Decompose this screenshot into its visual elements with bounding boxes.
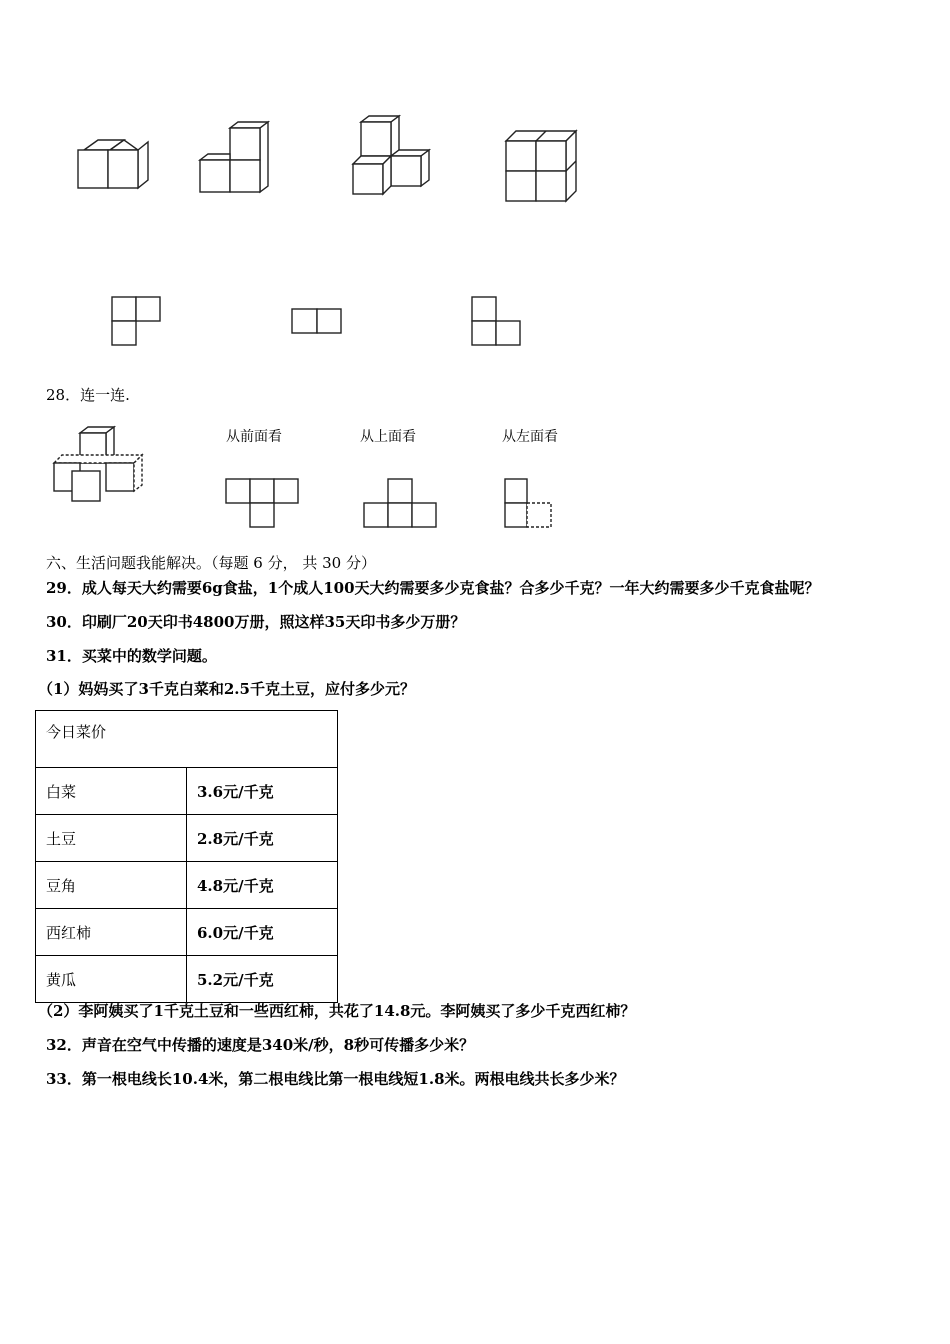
view-label-front: 从前面看 bbox=[226, 429, 282, 445]
cube-figure-4 bbox=[498, 125, 588, 210]
top-view-shape bbox=[361, 476, 441, 531]
left-view-shape bbox=[502, 476, 557, 531]
table-row bbox=[36, 768, 338, 815]
vegetable-price: 2.8元/千克 bbox=[187, 815, 338, 862]
section-6-heading: 六、生活问题我能解决。（每题 6 分， 共 30 分） bbox=[46, 554, 376, 572]
question-30: 30．印刷厂20天印书4800万册，照这样35天印书多少万册？ bbox=[46, 613, 466, 631]
question-31-title: 31．买菜中的数学问题。 bbox=[46, 647, 217, 665]
vegetable-price: 3.6元/千克 bbox=[187, 768, 338, 815]
table-row bbox=[36, 956, 338, 1003]
table-row bbox=[36, 815, 338, 862]
cube-figure-1 bbox=[70, 130, 160, 200]
vegetable-price: 4.8元/千克 bbox=[187, 862, 338, 909]
question-29: 29．成人每天大约需要6g食盐，1个成人100天大约需要多少克食盐？合多少千克？一年大约需要多少千克食盐呢？ bbox=[46, 579, 820, 597]
view-shape-2 bbox=[290, 307, 345, 337]
vegetable-name: 黄瓜 bbox=[36, 956, 187, 1003]
price-table bbox=[35, 710, 338, 1003]
view-label-left: 从左面看 bbox=[502, 429, 558, 445]
vegetable-price: 6.0元/千克 bbox=[187, 909, 338, 956]
vegetable-name: 西红柿 bbox=[36, 909, 187, 956]
q28-solid-figure bbox=[48, 425, 148, 505]
vegetable-name: 白菜 bbox=[36, 768, 187, 815]
front-view-shape bbox=[223, 476, 303, 531]
q28-title: 28．连一连. bbox=[46, 386, 130, 404]
vegetable-name: 土豆 bbox=[36, 815, 187, 862]
cube-figure-3 bbox=[345, 110, 440, 205]
question-31-part2: （2）李阿姨买了1千克土豆和一些西红柿，共花了14.8元。李阿姨买了多少千克西红柿？ bbox=[38, 1002, 636, 1020]
price-table-title: 今日菜价 bbox=[36, 711, 338, 768]
view-shape-3 bbox=[470, 295, 525, 350]
table-row bbox=[36, 909, 338, 956]
question-33: 33．第一根电线长10.4米，第二根电线比第一根电线短1.8米。两根电线共长多少米？ bbox=[46, 1070, 625, 1088]
question-31-part1: （1）妈妈买了3千克白菜和2.5千克土豆，应付多少元？ bbox=[38, 680, 415, 698]
question-32: 32．声音在空气中传播的速度是340米/秒，8秒可传播多少米？ bbox=[46, 1036, 475, 1054]
vegetable-name: 豆角 bbox=[36, 862, 187, 909]
view-label-top: 从上面看 bbox=[360, 429, 416, 445]
vegetable-price: 5.2元/千克 bbox=[187, 956, 338, 1003]
table-row bbox=[36, 862, 338, 909]
cube-figure-2 bbox=[192, 118, 282, 198]
view-shape-1 bbox=[110, 295, 165, 350]
